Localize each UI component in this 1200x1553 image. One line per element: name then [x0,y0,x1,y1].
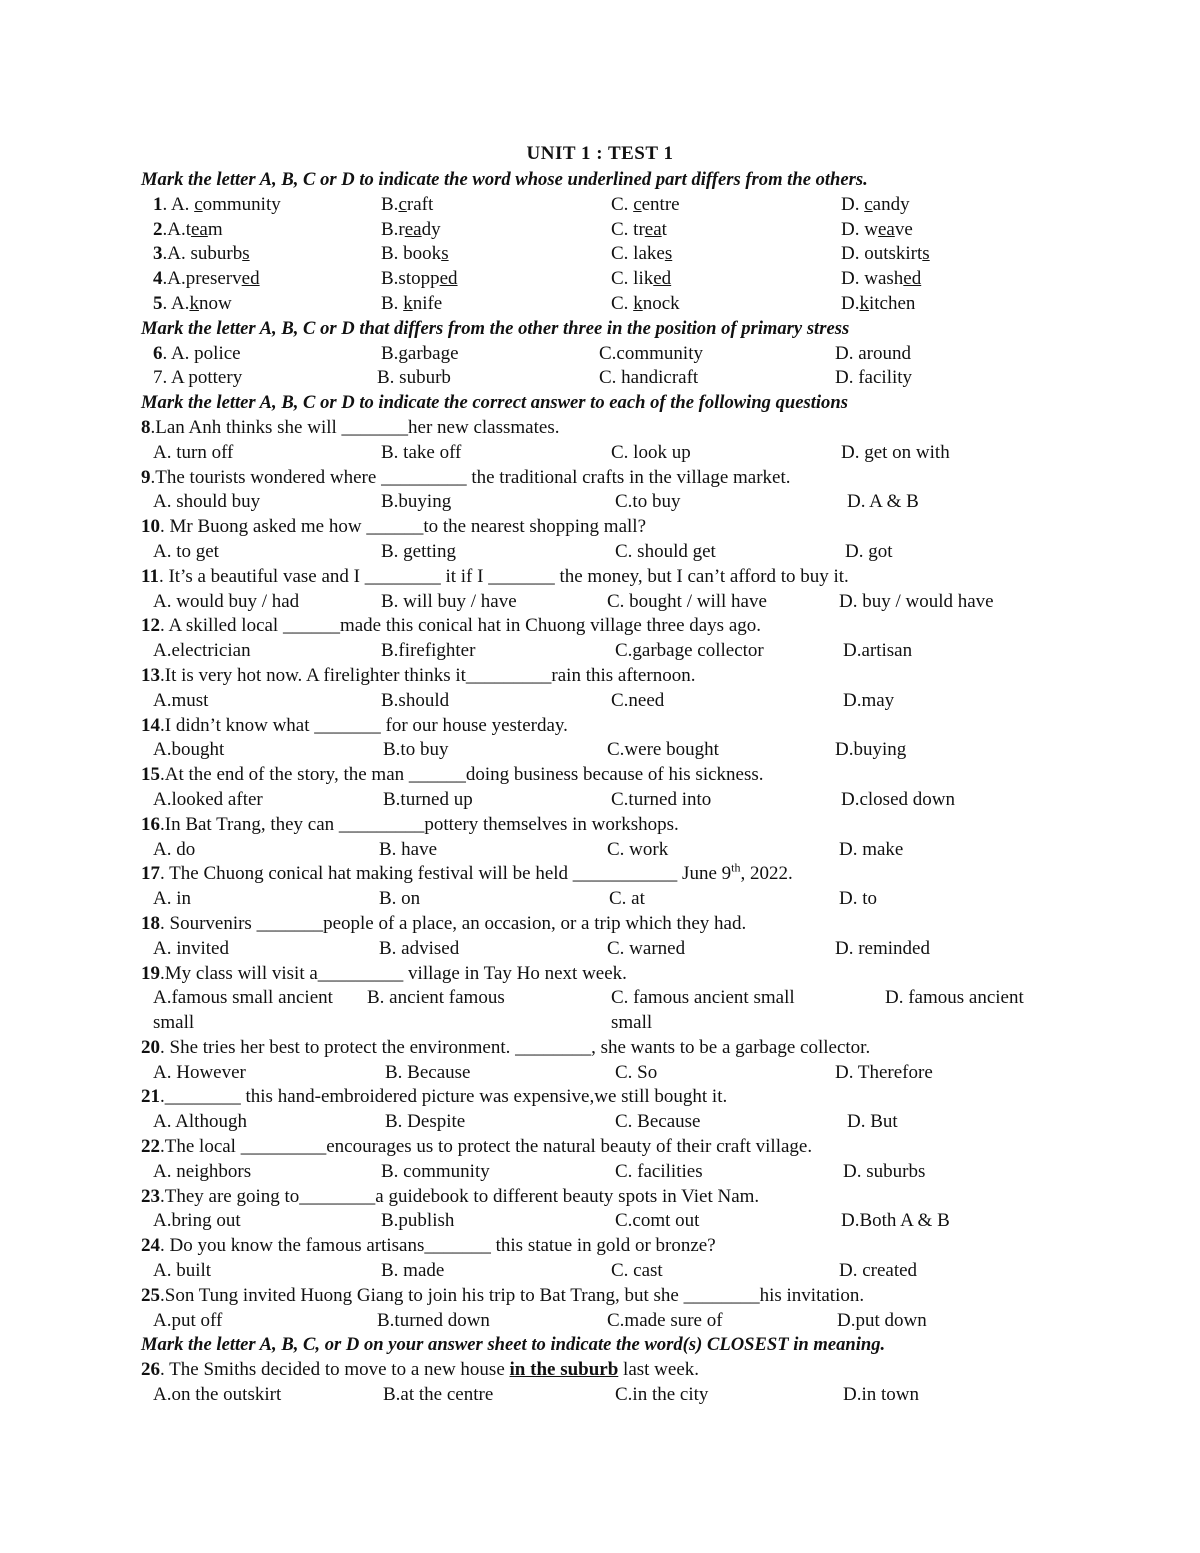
option-a: A.on the outskirt [153,1384,282,1406]
option-d: D. around [835,342,911,364]
option-a: 2.A.team [153,218,223,240]
option-d: D. washed [841,268,922,290]
question-10-stem: 10. Mr Buong asked me how ______to the nearest shopping mall? [141,516,647,538]
option-c: C. treat [611,218,667,240]
option-c: C. look up [611,441,691,463]
option-c: C. at [609,888,645,910]
question-23-stem: 23.They are going to________a guidebook to different beauty spots in Viet Nam. [141,1185,760,1207]
option-a: 4.A.preserved [153,268,260,290]
instruction-stress: Mark the letter A, B, C or D that differs from the other three in the position of primary stress [141,317,850,339]
option-b: B. books [381,243,449,265]
option-c: C. centre [611,193,680,215]
question-3 [141,242,1061,267]
option-c: C.comt out [615,1210,700,1232]
option-c: C. warned [607,937,686,959]
option-d: D. outskirts [841,243,930,265]
question-11-options [141,590,1061,615]
option-d: D.may [843,689,895,711]
option-b: B.firefighter [381,640,476,662]
question-15-options [141,788,1061,813]
question-12-options [141,639,1061,664]
option-d: D. facility [835,367,913,389]
question-25-options [141,1309,1061,1334]
option-b: B.at the centre [383,1384,494,1406]
option-b: B.craft [381,193,434,215]
option-d: D.in town [843,1384,919,1406]
question-13-options [141,689,1061,714]
option-b: B.buying [381,491,452,513]
option-a: 5. A.know [153,292,232,314]
option-a: A. would buy / had [153,590,300,612]
option-c: C. should get [615,540,716,562]
option-b: B. suburb [377,367,451,389]
option-a: A. invited [153,937,229,959]
option-d: D.closed down [841,788,955,810]
option-a: 7. A pottery [153,367,243,389]
question-25-stem: 25.Son Tung invited Huong Giang to join his trip to Bat Trang, but she ________his invitation. [141,1284,865,1306]
question-5 [141,292,1061,317]
option-a: A.put off [153,1309,223,1331]
question-26-options [141,1383,1061,1408]
question-23-options [141,1209,1061,1234]
question-12-stem: 12. A skilled local ______made this conical hat in Chuong village three days ago. [141,615,762,637]
test-content [141,168,1061,1408]
option-b: B. knife [381,292,443,314]
option-c: C. bought / will have [607,590,767,612]
option-c: C. knock [611,292,680,314]
question-22-options [141,1160,1061,1185]
option-b: B.stopped [381,268,458,290]
option-d: D.put down [837,1309,927,1331]
instruction-correct-answer: Mark the letter A, B, C or D to indicate the correct answer to each of the following questions [141,392,848,414]
option-a: 3.A. suburbs [153,243,250,265]
question-6 [141,342,1061,367]
question-8-options [141,441,1061,466]
option-b: B. Despite [385,1111,466,1133]
option-b: B.publish [381,1210,455,1232]
option-b: B. made [381,1260,445,1282]
option-a: A. in [153,888,191,910]
option-d: D. get on with [841,441,950,463]
question-2 [141,218,1061,243]
option-b: B. getting [381,540,456,562]
option-c: C.garbage collector [615,640,764,662]
option-d: D. But [847,1111,898,1133]
question-21-stem: 21.________ this hand-embroidered picture was expensive,we still bought it. [141,1086,728,1108]
question-19-options [141,986,1061,1011]
option-c: C.to buy [615,491,681,513]
option-d: D.buying [835,739,907,761]
option-d: D.kitchen [841,292,916,314]
option-d: D. A & B [847,491,919,513]
option-b: B. ancient famous [367,987,505,1009]
option-a: A. to get [153,540,219,562]
question-16-stem: 16.In Bat Trang, they can _________pottery themselves in workshops. [141,813,679,835]
question-7 [141,366,1061,391]
option-d: D. reminded [835,937,930,959]
option-d: D. buy / would have [839,590,994,612]
option-b: B. advised [379,937,460,959]
question-17-stem: 17. The Chuong conical hat making festival will be held ___________ June 9th, 2022. [141,860,793,885]
question-4 [141,267,1061,292]
option-a: A.must [153,689,209,711]
question-20-stem: 20. She tries her best to protect the environment. ________, she wants to be a garbage collector. [141,1036,871,1058]
option-c: C.were bought [607,739,719,761]
option-c: C.community [599,342,703,364]
question-26-stem: 26. The Smiths decided to move to a new house in the suburb last week. [141,1359,700,1381]
question-20-options [141,1061,1061,1086]
question-15-stem: 15.At the end of the story, the man ______doing business because of his sickness. [141,764,764,786]
option-d: D. famous ancient [885,987,1024,1009]
option-a-wrap: small [153,1012,195,1034]
option-d: D.Both A & B [841,1210,950,1232]
option-a: A. However [153,1061,246,1083]
option-d: D. created [839,1260,918,1282]
question-24-stem: 24. Do you know the famous artisans_______ this statue in gold or bronze? [141,1235,716,1257]
option-c: C. famous ancient small [611,987,795,1009]
option-c: C. Because [615,1111,701,1133]
option-d: D. candy [841,193,910,215]
question-11-stem: 11. It’s a beautiful vase and I ________ it if I _______ the money, but I can’t afford to buy it. [141,565,849,587]
option-d: D.artisan [843,640,913,662]
option-c: C.in the city [615,1384,709,1406]
option-b: B. have [379,838,438,860]
question-16-options [141,838,1061,863]
question-13-stem: 13.It is very hot now. A firelighter thinks it_________rain this afternoon. [141,664,696,686]
option-a: A. Although [153,1111,247,1133]
option-b: B.ready [381,218,441,240]
option-b: B.should [381,689,450,711]
option-d: D. to [839,888,877,910]
option-d: D. make [839,838,904,860]
option-a: A.famous small ancient [153,987,333,1009]
option-c: C. facilities [615,1160,703,1182]
option-a: A. do [153,838,196,860]
option-c: C. work [607,838,669,860]
option-b: B. will buy / have [381,590,517,612]
question-9-options [141,490,1061,515]
option-c: C. handicraft [599,367,699,389]
question-8-stem: 8.Lan Anh thinks she will _______her new classmates. [141,416,560,438]
question-17-options [141,887,1061,912]
option-a: A.electrician [153,640,251,662]
option-a: 6. A. police [153,342,241,364]
option-c: C. lakes [611,243,673,265]
option-b: B.garbage [381,342,459,364]
option-a: A. turn off [153,441,234,463]
option-b: B.to buy [383,739,449,761]
option-c: C. So [615,1061,658,1083]
option-c: C.made sure of [607,1309,723,1331]
option-d: D. Therefore [835,1061,933,1083]
page-title: UNIT 1 : TEST 1 [526,143,674,164]
option-b: B. take off [381,441,462,463]
question-9-stem: 9.The tourists wondered where _________ the traditional crafts in the village market. [141,466,791,488]
question-14-options [141,738,1061,763]
option-c: C.need [611,689,665,711]
option-a: A. should buy [153,491,261,513]
question-18-stem: 18. Sourvenirs _______people of a place, an occasion, or a trip which they had. [141,912,747,934]
option-c: C. liked [611,268,672,290]
option-a: A. built [153,1260,212,1282]
option-b: B. Because [385,1061,471,1083]
instruction-pronunciation: Mark the letter A, B, C or D to indicate the word whose underlined part differs from the others. [141,169,868,190]
option-a: A.bring out [153,1210,241,1232]
question-14-stem: 14.I didn’t know what _______ for our house yesterday. [141,714,568,736]
question-1 [141,193,1061,218]
option-c: C. cast [611,1260,663,1282]
instruction-closest-meaning: Mark the letter A, B, C, or D on your answer sheet to indicate the word(s) CLOSEST in meaning. [141,1334,886,1356]
option-d: D. suburbs [843,1160,926,1182]
question-19-options-wrap [141,1011,1061,1036]
question-24-options [141,1259,1061,1284]
question-18-options [141,937,1061,962]
option-c: C.turned into [611,788,712,810]
option-c-wrap: small [611,1012,653,1034]
option-a: A. neighbors [153,1160,252,1182]
option-b: B. on [379,888,421,910]
option-b: B.turned down [377,1309,490,1331]
question-22-stem: 22.The local _________encourages us to protect the natural beauty of their craft village. [141,1136,813,1158]
option-d: D. weave [841,218,913,240]
option-b: B. community [381,1160,490,1182]
question-21-options [141,1110,1061,1135]
question-10-options [141,540,1061,565]
option-a: A.bought [153,739,225,761]
question-19-stem: 19.My class will visit a_________ village in Tay Ho next week. [141,962,627,984]
option-b: B.turned up [383,788,473,810]
option-d: D. got [845,540,893,562]
option-a: 1. A. community [153,193,281,215]
option-a: A.looked after [153,788,263,810]
